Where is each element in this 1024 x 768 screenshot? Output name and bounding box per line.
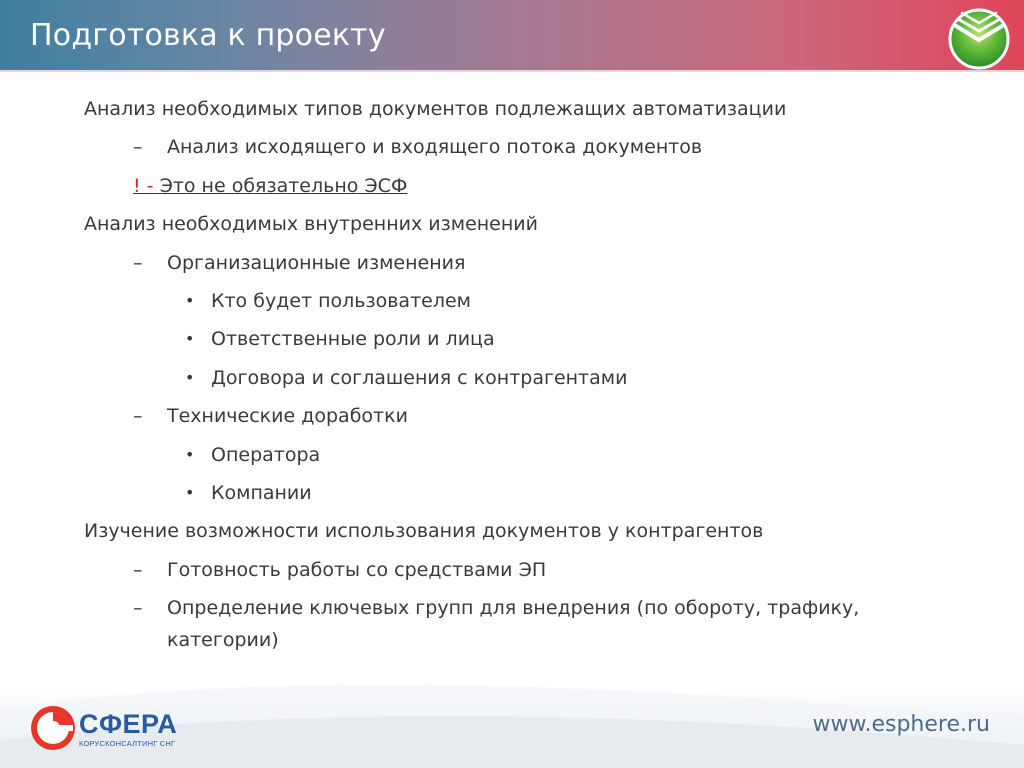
list-item-level3 (84, 436, 944, 474)
list-item-level3 (84, 474, 944, 512)
note-text: Это не обязательно ЭСФ (159, 174, 408, 197)
list-item-level3 (84, 282, 944, 320)
list-item-level2 (84, 397, 944, 435)
list-item-text: Технические доработки (167, 405, 408, 428)
list-item-text: Определение ключевых групп для внедрения (по обороту, трафику, категории) (167, 597, 860, 652)
list-item-text: Анализ исходящего и входящего потока документов (167, 136, 703, 159)
list-item-text: Организационные изменения (167, 251, 466, 274)
dash-marker: – (133, 251, 143, 274)
list-item-level2 (84, 589, 944, 659)
list-item-text: Готовность работы со средствами ЭП (167, 558, 547, 581)
list-item-level2 (84, 244, 944, 282)
slide-title: Подготовка к проекту (30, 18, 386, 53)
slide-content (84, 90, 944, 659)
dash-marker: – (133, 558, 143, 581)
list-item-text: Ответственные роли и лица (211, 328, 495, 351)
website-link[interactable]: www.esphere.ru (812, 712, 990, 737)
list-item-text: Договора и соглашения с контрагентами (211, 366, 628, 389)
list-item-text: Кто будет пользователем (211, 290, 471, 313)
list-item-level1: Изучение возможности использования документов у контрагентов (84, 520, 764, 543)
dash-marker: – (133, 597, 143, 620)
bullet-marker: • (185, 329, 195, 349)
brand-name: СФЕРА (79, 709, 178, 739)
bullet-marker: • (185, 483, 195, 503)
bullet-marker: • (185, 444, 195, 464)
bullet-marker: • (185, 291, 195, 311)
dash-marker: – (133, 136, 143, 159)
list-item-level2 (84, 551, 944, 589)
list-item-level3 (84, 320, 944, 358)
bullet-marker: • (185, 367, 195, 387)
note-line (84, 167, 944, 205)
list-item-level1: Анализ необходимых внутренних изменений (84, 213, 538, 236)
list-item-text: Компании (211, 482, 312, 505)
list-item-level3 (84, 359, 944, 397)
exclamation-mark: ! - (133, 174, 160, 197)
list-item-level2 (84, 128, 944, 166)
slide-header (0, 0, 1024, 72)
brand-subtitle: КОРУСКОНСАЛТИНГ СНГ (79, 739, 176, 748)
list-item-text: Оператора (211, 443, 321, 466)
dash-marker: – (133, 405, 143, 428)
sberbank-logo-icon (942, 4, 1016, 70)
list-item-level1: Анализ необходимых типов документов подлежащих автоматизации (84, 98, 787, 120)
